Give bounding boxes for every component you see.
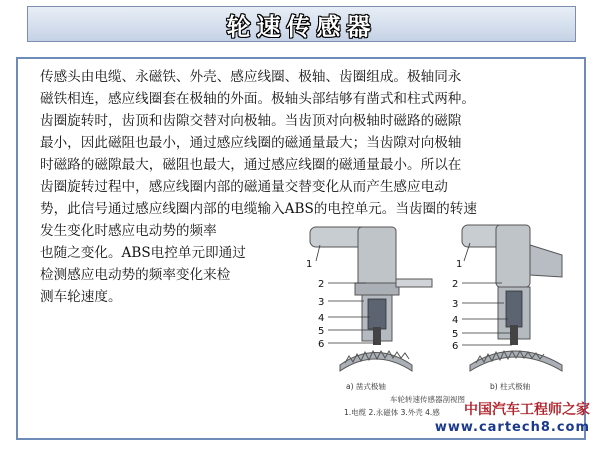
callout-number: 4 [318,313,325,324]
caption-chisel-pole: a) 凿式极轴 [346,382,386,391]
figure-legend: 1.电缆 2.永磁体 3.外壳 4.感 [344,408,440,417]
body-line: 磁铁相连，感应线圈套在极轴的外面。极轴头部结够有凿式和柱式两种。 [40,91,475,107]
body-line: 发生变化时感应电动势的频率 [40,223,217,239]
body-line: 检测感应电动势的频率变化来检 [40,267,231,283]
callout-number: 1 [306,259,313,270]
callout-number: 6 [452,341,459,352]
callout-number: 2 [318,279,325,290]
body-line: 最小，因此磁阻也最小，通过感应线圈的磁通量最大；当齿隙对向极轴 [40,135,462,151]
callout-number: 6 [318,339,325,350]
watermark-url: www.cartech8.com [434,420,590,435]
callout-number: 1 [456,259,463,270]
sensor-a-body [310,227,432,371]
callout-number: 2 [452,279,459,290]
callout-number: 4 [452,315,459,326]
body-line: 齿圈旋转过程中，感应线圈内部的磁通量交替变化从而产生感应电动 [40,179,448,195]
body-line: 传感头由电缆、永磁铁、外壳、感应线圈、极轴、齿圈组成。极轴同永 [40,69,462,85]
sensor-b-body [462,225,562,371]
body-line: 齿圈旋转时，齿顶和齿隙交替对向极轴。当齿顶对向极轴时磁路的磁隙 [40,113,462,129]
body-line: 势，此信号通过感应线圈内部的电缆输入ABS的电控单元。当齿圈的转速 [40,201,477,217]
sensor-b-callouts [452,259,462,352]
body-line: 测车轮速度。 [40,289,122,305]
callout-number: 3 [452,299,459,310]
page-title: 轮速传感器 [226,12,377,41]
title-banner [27,6,576,42]
figure-title: 车轮转速传感器剖视图 [390,395,465,404]
callout-number: 5 [318,326,325,337]
sensor-a-callouts [306,259,324,350]
caption-cylinder-pole: b) 柱式极轴 [490,382,531,391]
watermark-site-name: 中国汽车工程师之家 [464,402,590,418]
callout-number: 5 [452,329,459,340]
callout-number: 3 [318,297,325,308]
body-line: 也随之变化。ABS电控单元即通过 [40,245,246,261]
sensor-diagram [300,215,592,425]
body-line: 时磁路的磁隙最大，磁阻也最大，通过感应线圈的磁通量最小。所以在 [40,157,462,173]
